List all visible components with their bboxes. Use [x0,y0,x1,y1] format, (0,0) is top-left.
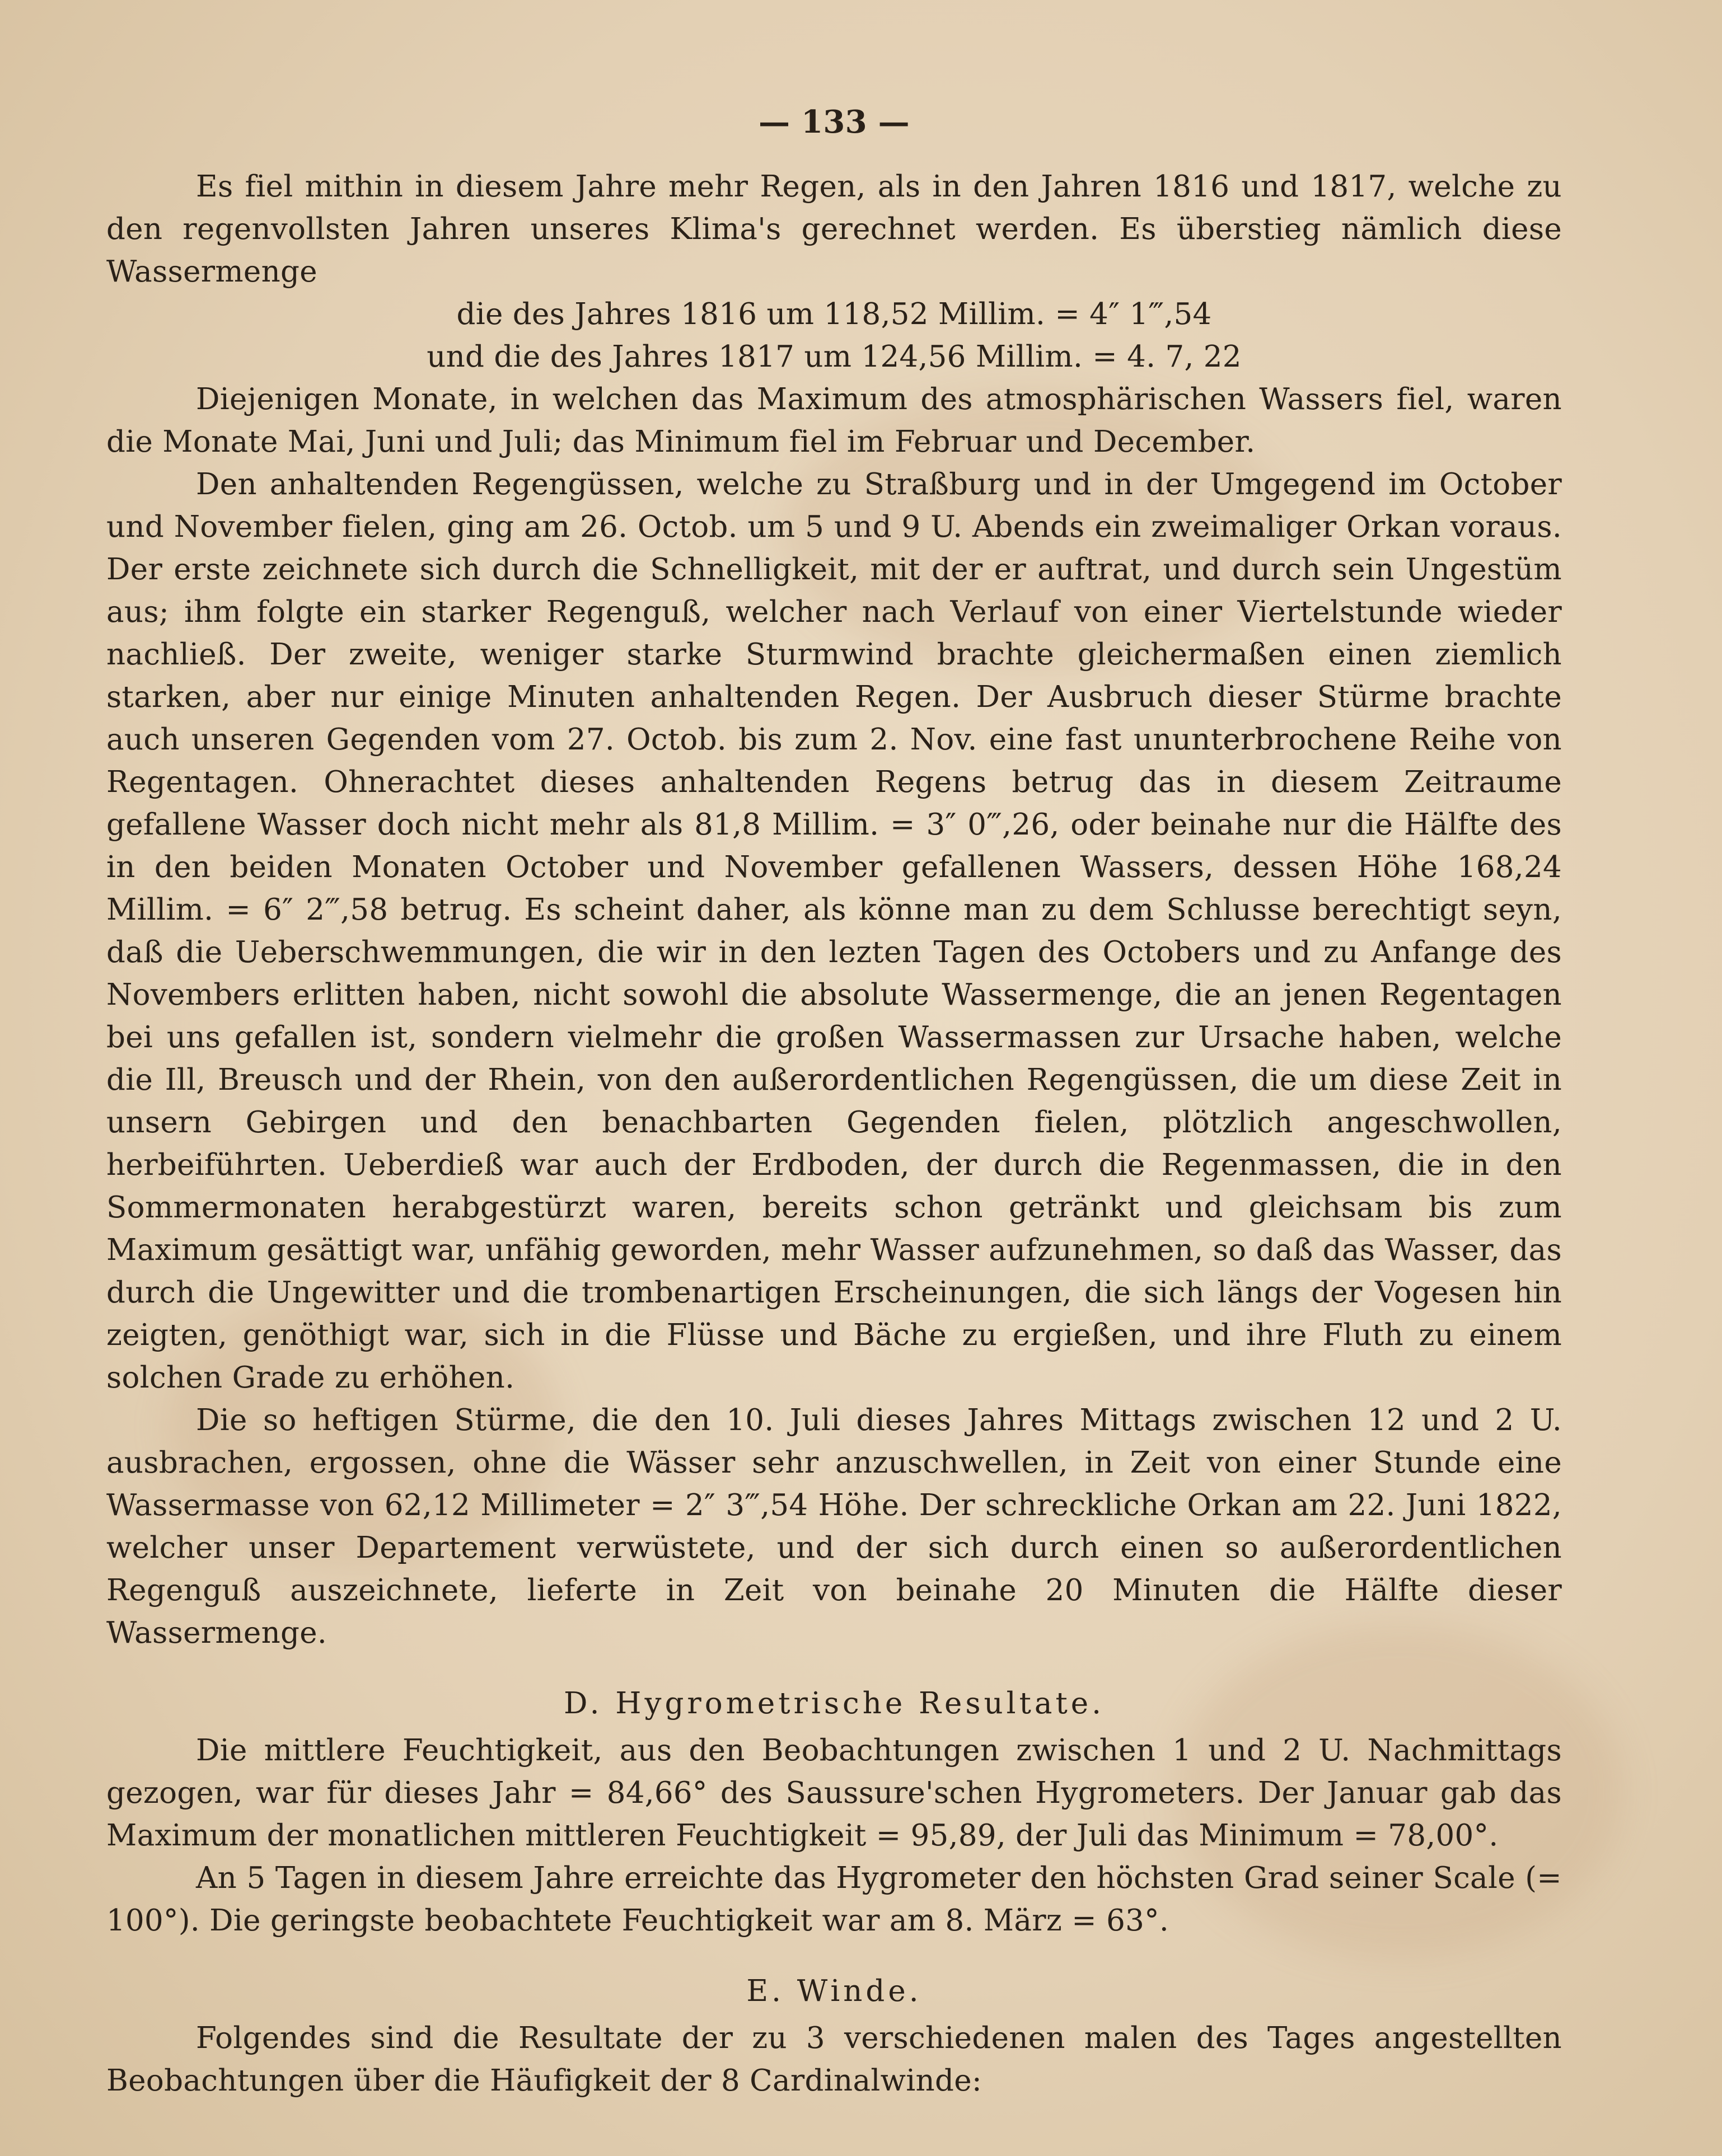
section-heading-hygrometric: D. Hygrometrische Resultate. [563,1686,1105,1721]
paragraph-winds-intro: Folgendes sind die Resultate der zu 3 verschiedenen malen des Tages angestellten Beobachtungen über die Häufigkeit der 8 Cardinalwinde: [106,2021,1562,2098]
paragraph-storms-floods: Den anhaltenden Regengüssen, welche zu Straßburg und in der Umgegend im October und November fielen, ging am 26. Octob. um 5 und 9 U. Abends ein zweimaliger Orkan voraus. Der erste zeichnete sich durch die Schnelligkeit, mit der er auftrat, und durch sein Ungestüm aus; ihm folgte ein starker Regenguß, welcher nach Verlauf von einer Viertelstunde wieder nachließ. Der zweite, weniger starke Sturmwind brachte gleichermaßen einen ziemlich starken, aber nur einige Minuten anhaltenden Regen. Der Ausbruch dieser Stürme brachte auch unseren Gegenden vom 27. Octob. bis zum 2. Nov. eine fast ununterbrochene Reihe von Regentagen. Ohnerachtet dieses anhaltenden Regens betrug das in diesem Zeitraume gefallene Wasser doch nicht mehr als 81,8 Millim. = 3″ 0‴,26, oder beinahe nur die Hälfte des in den beiden Monaten October und November gefallenen Wassers, dessen Höhe 168,24 Millim. = 6″ 2‴,58 betrug. Es scheint daher, als könne man zu dem Schlusse berechtigt seyn, daß die Ueberschwemmungen, die wir in den lezten Tagen des Octobers und zu Anfange des Novembers erlitten haben, nicht sowohl die absolute Wassermenge, die an jenen Regentagen bei uns gefallen ist, sondern vielmehr die großen Wassermassen zur Ursache haben, welche die Ill, Breusch und der Rhein, von den außerordentlichen Regengüssen, die um diese Zeit in unsern Gebirgen und den benachbarten Gegenden fielen, plötzlich angeschwollen, herbeiführten. Ueberdieß war auch der Erdboden, der durch die Regenmassen, die in den Sommermonaten herabgestürzt waren, bereits schon getränkt und gleichsam bis zum Maximum gesättigt war, unfähig geworden, mehr Wasser aufzunehmen, so daß das Wasser, das durch die Ungewitter und die trombenartigen Erscheinungen, die sich längs der Vogesen hin zeigten, genöthigt war, sich in die Flüsse und Bäche zu ergießen, und ihre Fluth zu einem solchen Grade zu erhöhen. [106,467,1562,1395]
paragraph-rain-comparison: Es fiel mithin in diesem Jahre mehr Regen, als in den Jahren 1816 und 1817, welche zu den regenvollsten Jahren unseres Klima's gerechnet werden. Es überstieg nämlich diese Wassermenge [106,170,1562,289]
formula-1817: und die des Jahres 1817 um 124,56 Millim. = 4. 7, 22 [427,340,1242,374]
page-content [106,101,1562,2102]
paragraph-hygrometer-extremes: An 5 Tagen in diesem Jahre erreichte das Hygrometer den höchsten Grad seiner Scale (= 100°). Die geringste beobachtete Feuchtigkeit war am 8. März = 63°. [106,1861,1562,1938]
paragraph-july-storms: Die so heftigen Stürme, die den 10. Juli dieses Jahres Mittags zwischen 12 und 2 U. ausbrachen, ergossen, ohne die Wässer sehr anzuschwellen, in Zeit von einer Stunde eine Wassermasse von 62,12 Millimeter = 2″ 3‴,54 Höhe. Der schreckliche Orkan am 22. Juni 1822, welcher unser Departement verwüstete, und der sich durch einen so außerordentlichen Regenguß auszeichnete, lieferte in Zeit von beinahe 20 Minuten die Hälfte dieser Wassermenge. [106,1403,1562,1650]
section-heading-winds: E. Winde. [746,1974,922,2008]
paragraph-mean-humidity: Die mittlere Feuchtigkeit, aus den Beobachtungen zwischen 1 und 2 U. Nachmittags gezogen, war für dieses Jahr = 84,66° des Saussure'schen Hygrometers. Der Januar gab das Maximum der monatlichen mittleren Feuchtigkeit = 95,89, der Juli das Minimum = 78,00°. [106,1733,1562,1853]
paragraph-maximum-months: Diejenigen Monate, in welchen das Maximum des atmosphärischen Wassers fiel, waren die Monate Mai, Juni und Juli; das Minimum fiel im Februar und December. [106,382,1562,459]
page-number: — 133 — [759,104,910,140]
formula-1816: die des Jahres 1816 um 118,52 Millim. = 4″ 1‴,54 [456,297,1212,331]
